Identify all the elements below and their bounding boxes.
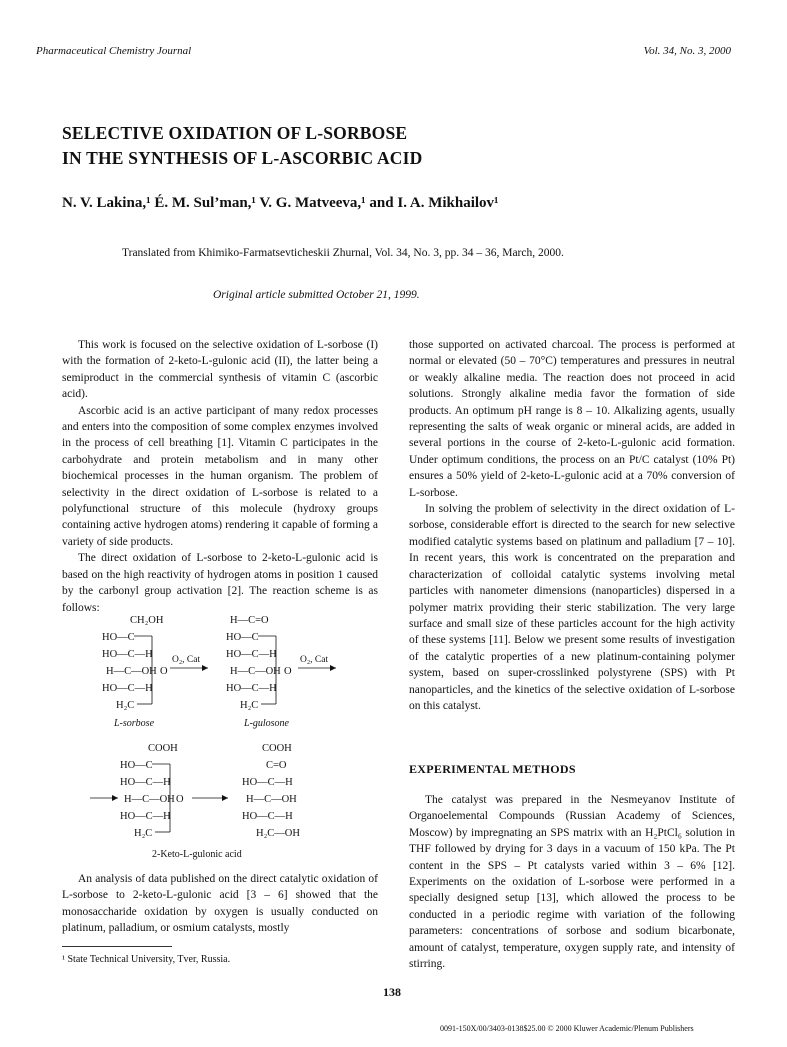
gulonic-acid-cyclic-structure <box>120 743 184 839</box>
submission-date: Original article submitted October 21, 1999. <box>213 289 420 301</box>
svg-text:H₂C: H₂C <box>116 700 135 711</box>
svg-text:HO—C—H: HO—C—H <box>102 683 153 694</box>
footnote: ¹ State Technical University, Tver, Russia. <box>62 954 231 965</box>
svg-text:O: O <box>176 794 184 805</box>
svg-text:O: O <box>160 666 168 677</box>
sorbose-label: L-sorbose <box>114 718 155 729</box>
svg-text:HO—C—H: HO—C—H <box>226 649 277 660</box>
left-column-bottom <box>62 871 378 937</box>
copyright-line: 0091-150X/00/3403-0138$25.00 © 2000 Kluwer Academic/Plenum Publishers <box>440 1024 694 1033</box>
left-paragraph-3: The direct oxidation of L-sorbose to 2-keto-L-gulonic acid is based on the high reactivity of hydrogen atoms in position 1 caused by the carbonyl group activation [2]. The reaction scheme is as follows: <box>62 552 378 614</box>
gulosone-structure <box>226 615 292 711</box>
svg-text:H—C—OH: H—C—OH <box>230 666 281 677</box>
right-paragraph-1: those supported on activated charcoal. The process is performed at normal or elevated (50 – 70°C) temperatures and pressures in neutral or weakly alkaline media. The reaction does not proceed in acid solutions. Strongly alkaline media favor the formation of side products. An optimum pH range is 8 – 10. Alkalizing agents, usually representing the salts of weak organic or mineral acids, are added in several portions in the course of 2-keto-L-gulonic acid formation. Under optimum conditions, the process on an Pt/C catalyst (10% Pt) ensures a 50% yield of 2-keto-L-gulonic acid at a 70% conversion of L-sorbose. <box>409 339 735 499</box>
svg-text:H—C=O: H—C=O <box>230 615 269 626</box>
right-column-top <box>409 337 735 714</box>
title-line-1: SELECTIVE OXIDATION OF L-SORBOSE <box>62 123 408 143</box>
journal-name: Pharmaceutical Chemistry Journal <box>36 45 192 57</box>
volume-info: Vol. 34, No. 3, 2000 <box>643 45 731 57</box>
gulosone-label: L-gulosone <box>244 718 289 729</box>
right-paragraph-3: The catalyst was prepared in the Nesmeyanov Institute of Organoelemental Compounds (Russian Academy of Sciences, Moscow) by impregnating an SPS matrix with an H₂PtCl₆ solution in THF followed by drying for 3 days in a vacuum of 150 kPa. The Pt content in the SPS – Pt catalysts varied within 3 – 6% [12]. Experiments on the oxidation of L-sorbose were performed in a specially designed setup [13], which allowed the process to be conducted in a periodic regime with variation of the following parameters: concentrations of sorbose and sodium bicarbonate, amount of catalyst, temperature, oxygen supply rate, and intensity of stirring. <box>409 794 735 971</box>
footnote-rule <box>62 946 172 947</box>
svg-text:COOH: COOH <box>262 743 292 754</box>
left-paragraph-2: Ascorbic acid is an active participant of many redox processes and enters into the composition of some complex enzymes involved in the process of cell breathing [1]. Vitamin C participates in the carbohydrate and protein metabolism and in many other biochemical processes in the human organism. The problem of selectivity in the direct oxidation of L-sorbose is related to a polyfunctional structure of this molecule (hydroxy groups containing active hydrogen atoms) rendering it capable of forming a variety of side products. <box>62 404 378 548</box>
svg-text:C=O: C=O <box>266 760 287 771</box>
svg-text:COOH: COOH <box>148 743 178 754</box>
svg-text:HO—C—H: HO—C—H <box>242 777 293 788</box>
svg-text:HO—C: HO—C <box>226 632 259 643</box>
arrow-label-2: O₂, Cat <box>300 655 329 665</box>
svg-text:HO—C—H: HO—C—H <box>102 649 153 660</box>
article-title <box>62 121 423 171</box>
left-column-top <box>62 337 378 616</box>
svg-text:H₂C: H₂C <box>240 700 259 711</box>
svg-text:HO—C: HO—C <box>102 632 135 643</box>
svg-text:CH₂OH: CH₂OH <box>130 615 164 626</box>
author-list: N. V. Lakina,¹ É. M. Sul’man,¹ V. G. Matveeva,¹ and I. A. Mikhailov¹ <box>62 195 499 211</box>
svg-text:H—C—OH: H—C—OH <box>106 666 157 677</box>
gulonic-acid-open-structure <box>242 743 300 839</box>
right-column-bottom <box>409 792 735 972</box>
svg-text:HO—C—H: HO—C—H <box>226 683 277 694</box>
section-heading: EXPERIMENTAL METHODS <box>409 762 576 776</box>
sorbose-structure <box>102 615 168 711</box>
title-line-2: IN THE SYNTHESIS OF L-ASCORBIC ACID <box>62 148 423 168</box>
svg-text:HO—C—H: HO—C—H <box>120 811 171 822</box>
reaction-scheme <box>62 612 378 864</box>
svg-text:H₂C: H₂C <box>134 828 153 839</box>
left-paragraph-4: An analysis of data published on the direct catalytic oxidation of L-sorbose to 2-keto-L-gulonic acid [3 – 6] showed that the monosaccharide oxidation by oxygen is usually conducted on platinum, palladium, or osmium catalysts, mostly <box>62 873 378 935</box>
svg-text:H—C—OH: H—C—OH <box>246 794 297 805</box>
svg-text:HO—C: HO—C <box>120 760 153 771</box>
page-number: 138 <box>383 985 401 999</box>
acid-label: 2-Keto-L-gulonic acid <box>152 849 242 860</box>
right-paragraph-2: In solving the problem of selectivity in the direct oxidation of L-sorbose, considerable effort is directed to the search for new selective modified catalytic systems based on platinum and palladium [7 – 10]. In recent years, this work is concentrated on the preparation and characterization of colloidal catalytic systems involving metal particles with nanometer dimensions (nanoparticles) dispersed in a polymer matrix providing their steric stabilization. The very large surface and small size of these particles account for the high activity of these systems [11]. Below we present some results of investigation of the catalytic properties of a new platinum-containing polymer system, based on super-crosslinked polystyrene (SPS) with Pt nanoparticles, and the kinetics of the selective oxidation of L-sorbose on this catalyst. <box>409 503 735 712</box>
svg-text:HO—C—H: HO—C—H <box>242 811 293 822</box>
svg-text:H—C—OH: H—C—OH <box>124 794 175 805</box>
left-paragraph-1: This work is focused on the selective oxidation of L-sorbose (I) with the formation of 2-keto-L-gulonic acid (II), the latter being a semiproduct in the commercial synthesis of vitamin C (ascorbic acid). <box>62 339 378 401</box>
svg-text:O: O <box>284 666 292 677</box>
arrow-label-1: O₂, Cat <box>172 655 201 665</box>
svg-text:H₂C—OH: H₂C—OH <box>256 828 300 839</box>
svg-text:HO—C—H: HO—C—H <box>120 777 171 788</box>
translation-note: Translated from Khimiko-Farmatsevticheskii Zhurnal, Vol. 34, No. 3, pp. 34 – 36, March, 2000. <box>122 247 564 259</box>
